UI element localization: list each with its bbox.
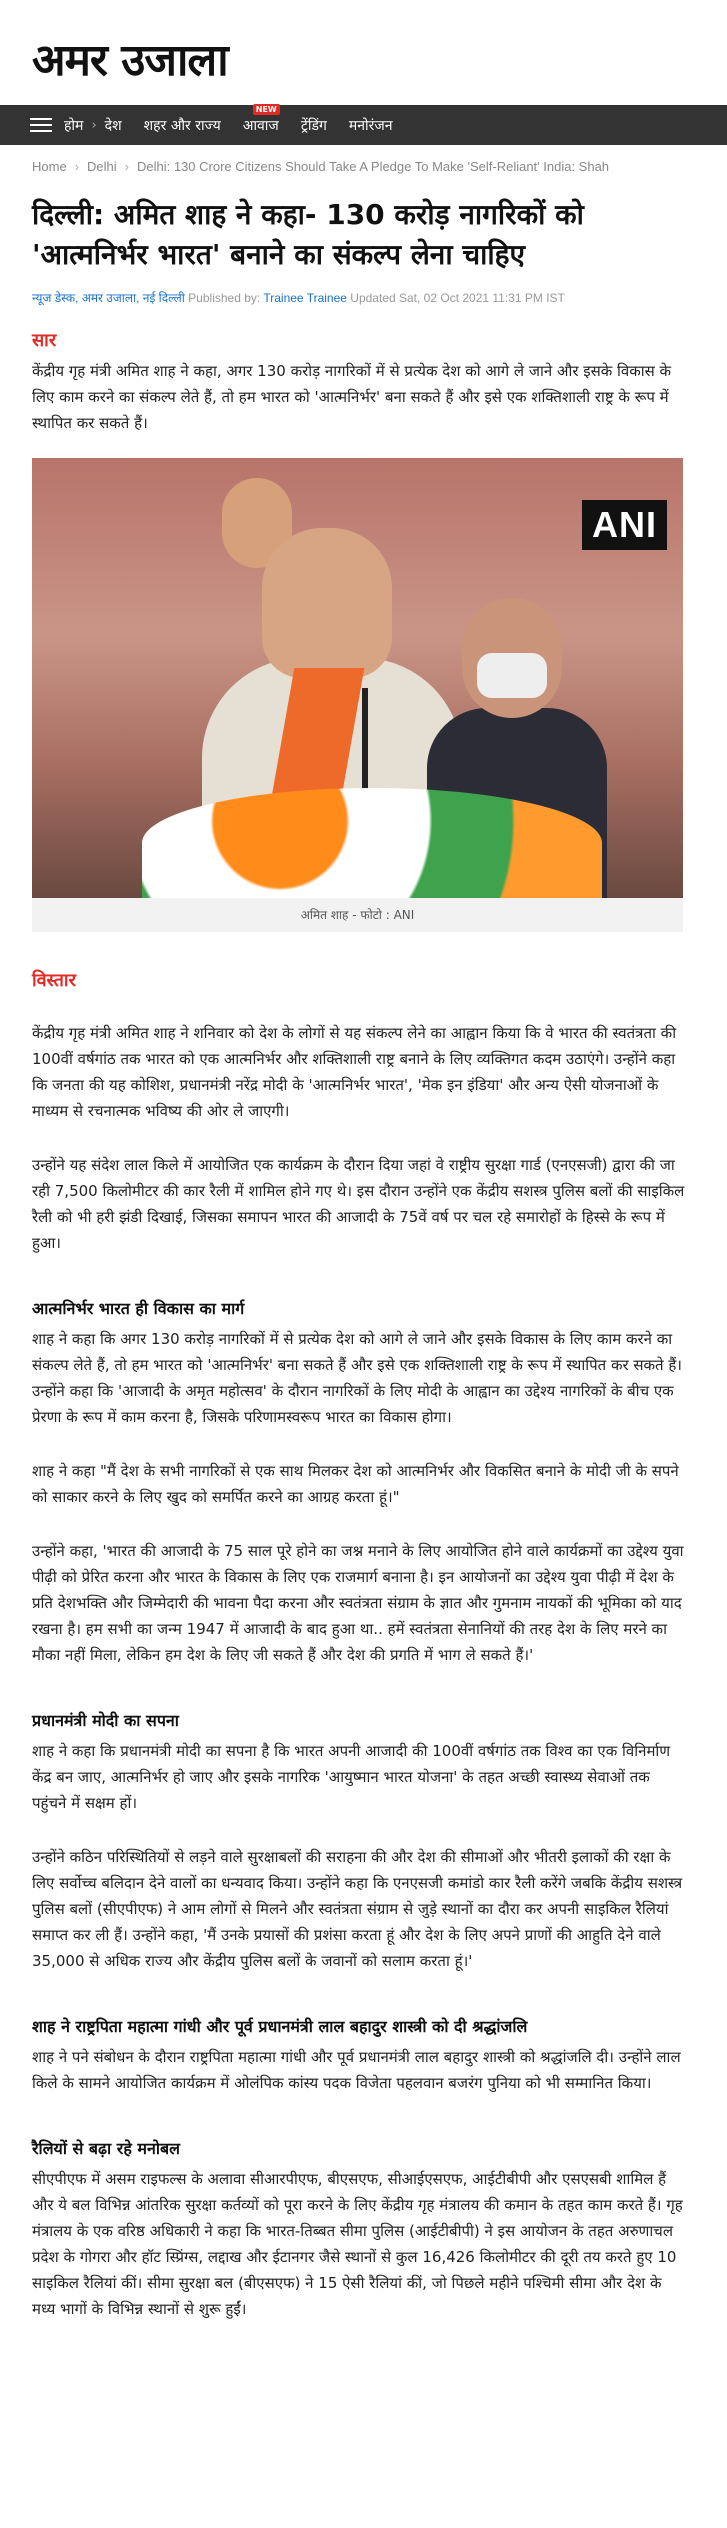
article-subheading: शाह ने राष्ट्रपिता महात्मा गांधी और पूर्व प्रधानमंत्री लाल बहादुर शास्त्री को दी श्रद्धांजलि: [32, 2017, 528, 2036]
nav-item-entertainment[interactable]: मनोरंजन: [348, 117, 393, 134]
article-paragraph: उन्होंने कहा, 'भारत की आजादी के 75 साल पूरे होने का जश्न मनाने के लिए आयोजित होने वाले कार्यक्रमों का उद्देश्य युवा पीढ़ी को प्रेरित करना और भारत के विकास के लिए एक राजमार्ग बनाना है। इन आयोजनों का उद्देश्य युवा पीढ़ी में देश के प्रति देशभक्ति और जिम्मेदारी की भावना पैदा करना और स्वतंत्रता संग्राम के ज्ञात और गुमनाम नायकों की भूमिका को याद रखना है। हम सभी का जन्म 1947 में आजादी के बाद हुआ था.. हमें स्वतंत्रता सेनानियों की तरह देश के लिए मरने का मौका नहीं मिला, लेकिन हम देश के लिए जी सकते हैं और देश की प्रगति में भाग ले सकते हैं।': [32, 1542, 684, 1664]
photo-figure-head: [262, 528, 392, 678]
breadcrumb-current: Delhi: 130 Crore Citizens Should Take A Pledge To Make 'Self-Reliant' India: Shah: [137, 159, 610, 174]
article-body: [0, 1020, 727, 2322]
article-paragraph: सीएपीएफ में असम राइफल्स के अलावा सीआरपीएफ, बीएसएफ, सीआईएसएफ, आईटीबीपी और एसएसबी शामिल हैं और ये बल विभिन्न आंतरिक सुरक्षा कर्तव्यों को पूरा करने के लिए केंद्रीय गृह मंत्रालय की कमान के तहत काम करते हैं। गृह मंत्रालय के एक वरिष्ठ अधिकारी ने कहा कि भारत-तिब्बत सीमा पुलिस (आईटीबीपी) ने इस आयोजन के तहत अरुणाचल प्रदेश के गोगरा और हॉट स्प्रिंग्स, लद्दाख और ईटानगर जैसे स्थानों से कुल 16,426 किलोमीटर की दूरी तय करते हुए 10 साइकिल रैलियां कीं। सीमा सुरक्षा बल (बीएसएफ) ने 15 ऐसी रैलियां कीं, जो पिछले महीने पश्चिमी सीमा और देश के मध्य भागों के विभिन्न स्थानों से शुरू हुईं।: [32, 2170, 683, 2318]
breadcrumb: [0, 145, 727, 185]
article-photo[interactable]: [32, 458, 683, 898]
chevron-right-icon: ›: [91, 117, 97, 133]
article-paragraph: केंद्रीय गृह मंत्री अमित शाह ने शनिवार को देश के लोगों से यह संकल्प लेने का आह्वान किया कि वे भारत की स्वतंत्रता की 100वीं वर्षगांठ तक भारत को एक आत्मनिर्भर और शक्तिशाली राष्ट्र बनाने के लिए व्यक्तिगत कदम उठाएंगे। उन्होंने कहा कि जनता की यह कोशिश, प्रधानमंत्री नरेंद्र मोदी के 'आत्मनिर्भर भारत', 'मेक इन इंडिया' और अन्य ऐसी योजनाओं के माध्यम से रचनात्मक भविष्य की ओर ले जाएगी।: [32, 1024, 677, 1120]
byline-published-label: Published by:: [188, 291, 261, 305]
byline-author[interactable]: न्यूज डेस्क, अमर उजाला, नई दिल्ली: [32, 291, 185, 305]
article-paragraph: उन्होंने कठिन परिस्थितियों से लड़ने वाले सुरक्षाबलों की सराहना की और देश की सीमाओं और भीतरी इलाकों की रक्षा के लिए सर्वोच्च बलिदान देने वालों का धन्यवाद किया। उन्होंने कहा कि एनएसजी कमांडो कार रैली करेंगे जबकि केंद्रीय सशस्त्र पुलिस बलों (सीएपीएफ) ने आम लोगों से मिलने और स्वतंत्रता संग्राम से जुड़े स्थानों का दौरा कर अपनी साइकिल रैलियां समाप्त कर ली हैं। उन्होंने कहा, 'मैं उनके प्रयासों की प्रशंसा करता हूं और देश के लिए अपने प्राणों की आहुति देने वाले 35,000 से अधिक राज्य और केंद्रीय पुलिस बलों के जवानों को सलाम करता हूं।': [32, 1848, 683, 1970]
ani-watermark: ANI: [582, 500, 667, 550]
nav-item-awaaz[interactable]: NEW आवाज: [242, 104, 279, 134]
summary-text: केंद्रीय गृह मंत्री अमित शाह ने कहा, अगर 130 करोड़ नागरिकों में से प्रत्येक देश को आगे ले जाने और इसके विकास के लिए काम करने का संकल्प लेते हैं, तो हम भारत को 'आत्मनिर्भर' बना सकते हैं और इसे एक शक्तिशाली राष्ट्र के रूप में स्थापित कर सकते हैं।: [32, 362, 672, 432]
site-logo[interactable]: अमर उजाला: [32, 35, 228, 86]
nav-item-trending[interactable]: ट्रेंडिंग: [300, 117, 327, 134]
article-paragraph: शाह ने कहा कि प्रधानमंत्री मोदी का सपना है कि भारत अपनी आजादी की 100वीं वर्षगांठ तक विश्व का एक विनिर्माण केंद्र बन जाए, आत्मनिर्भर हो जाए और इसके नागरिक 'आयुष्मान भारत योजना' के तहत अच्छी स्वास्थ्य सेवाओं तक पहुंचने में सक्षम हों।: [32, 1742, 671, 1812]
byline-publisher[interactable]: Trainee Trainee: [263, 291, 347, 305]
article-subheading: रैलियों से बढ़ा रहे मनोबल: [32, 2139, 180, 2158]
photo-mic: [362, 688, 368, 798]
detail-label: विस्तार: [32, 970, 76, 991]
page-title: दिल्ली: अमित शाह ने कहा- 130 करोड़ नागरिकों को 'आत्मनिर्भर भारत' बनाने का संकल्प लेना चाहिए: [32, 198, 584, 271]
article-paragraph: शाह ने कहा कि अगर 130 करोड़ नागरिकों में से प्रत्येक देश को आगे ले जाने और इसके विकास के लिए काम करने का संकल्प लेते हैं, तो हम भारत को 'आत्मनिर्भर' बना सकते हैं और इसे एक शक्तिशाली राष्ट्र के रूप में स्थापित कर सकते हैं। उन्होंने कहा कि 'आजादी के अमृत महोत्सव' के दौरान नागरिकों के लिए मोदी के आह्वान का उद्देश्य नागरिकों के बीच एक प्रेरणा के रूप में काम करना है, जिसके परिणामस्वरूप भारत का विकास होगा।: [32, 1330, 682, 1426]
photo-podium-flowers: [142, 788, 602, 898]
summary-label: सार: [32, 330, 57, 351]
article-paragraph: शाह ने पने संबोधन के दौरान राष्ट्रपिता महात्मा गांधी और पूर्व प्रधानमंत्री लाल बहादुर शास्त्री को श्रद्धांजलि दी। उन्होंने लाल किले के सामने आयोजित कार्यक्रम में ओलंपिक कांस्य पदक विजेता पहलवान बजरंग पुनिया को भी सम्मानित किया।: [32, 2048, 681, 2092]
breadcrumb-delhi[interactable]: Delhi: [87, 159, 117, 174]
article-subheading: आत्मनिर्भर भारत ही विकास का मार्ग: [32, 1299, 245, 1318]
nav-item-home[interactable]: होम: [64, 117, 84, 134]
article-paragraph: उन्होंने यह संदेश लाल किले में आयोजित एक कार्यक्रम के दौरान दिया जहां वे राष्ट्रीय सुरक्षा गार्ड (एनएसजी) द्वारा की जा रही 7,500 किलोमीटर की कार रैली में शामिल होने गए थे। इस दौरान उन्होंने एक केंद्रीय सशस्त्र पुलिस बलों की साइकिल रैली को भी हरी झंडी दिखाई, जिसका समापन भारत की आजादी के 75वें वर्ष पर चल रहे समारोहों के हिस्से के रूप में हुआ।: [32, 1156, 685, 1252]
main-nav: [0, 105, 727, 145]
chevron-right-icon: ›: [124, 159, 129, 174]
logo-bar: [0, 0, 727, 105]
breadcrumb-home[interactable]: Home: [32, 159, 67, 174]
nav-item-city-state[interactable]: शहर और राज्य: [143, 117, 221, 134]
chevron-right-icon: ›: [74, 159, 80, 174]
hamburger-menu-icon[interactable]: [30, 118, 52, 132]
byline-updated: Updated Sat, 02 Oct 2021 11:31 PM IST: [350, 291, 565, 305]
new-badge: NEW: [253, 104, 280, 115]
photo-caption: अमित शाह - फोटो : ANI: [32, 898, 683, 932]
byline: [0, 275, 727, 306]
photo-mask: [477, 653, 547, 698]
nav-item-desh[interactable]: देश: [104, 117, 122, 134]
article-subheading: प्रधानमंत्री मोदी का सपना: [32, 1711, 179, 1730]
article-paragraph: शाह ने कहा "मैं देश के सभी नागरिकों से एक साथ मिलकर देश को आत्मनिर्भर और विकसित बनाने के मोदी जी के सपने को साकार करने के लिए खुद को समर्पित करने का आग्रह करता हूं।": [32, 1462, 679, 1506]
